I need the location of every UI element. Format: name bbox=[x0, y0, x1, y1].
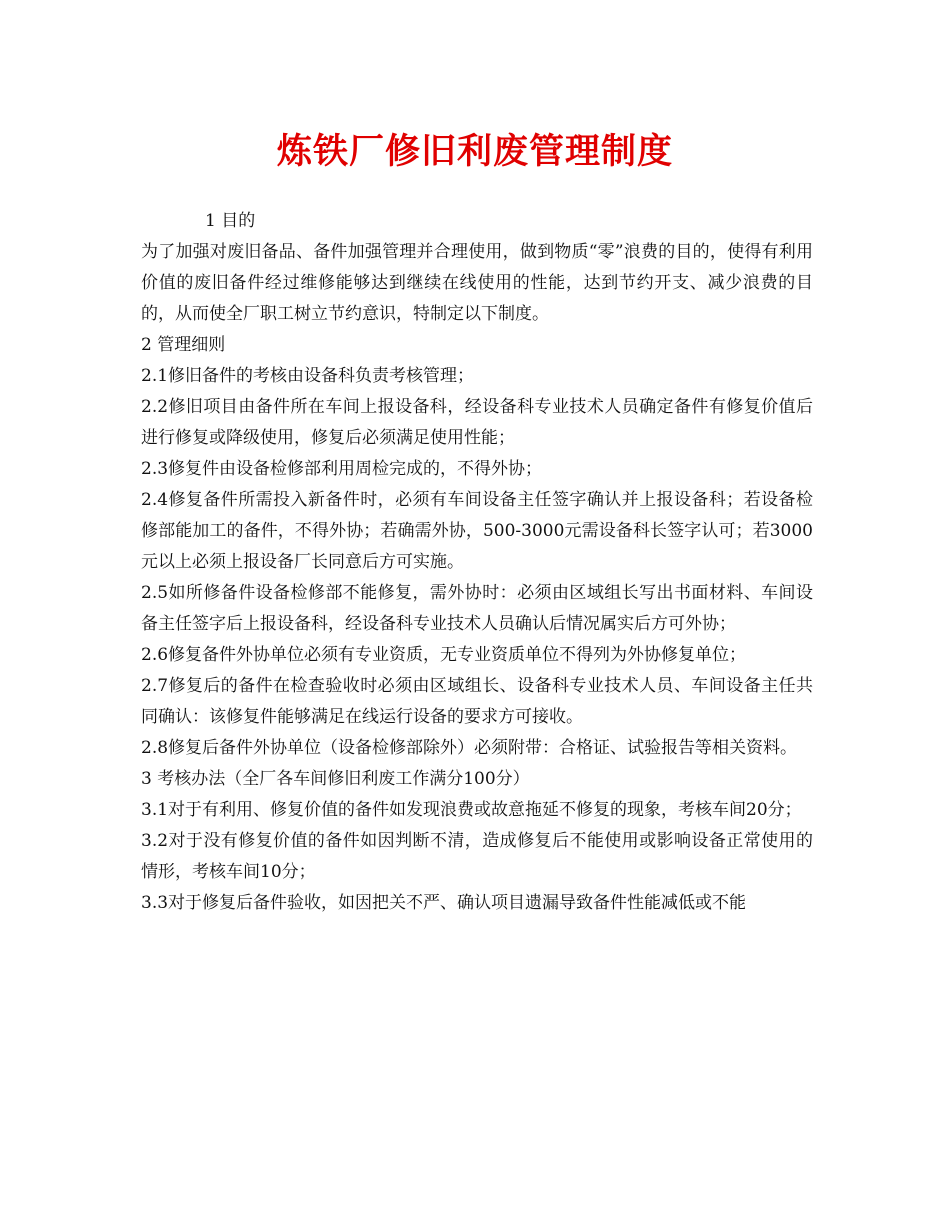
section-heading-purpose: 1 目的 bbox=[205, 211, 256, 231]
paragraph-purpose: 为了加强对废旧备品、备件加强管理并合理使用，做到物质“零”浪费的目的，使得有利用价值的废旧备件经过维修能够达到继续在线使用的性能，达到节约开支、减少浪费的目的，从而使全厂职工树立节约意识，特制定以下制度。 bbox=[141, 242, 813, 324]
paragraph-rule-2-6: 2.6修复备件外协单位必须有专业资质，无专业资质单位不得列为外协修复单位； bbox=[141, 645, 747, 665]
paragraph-rule-2-5: 2.5如所修备件设备检修部不能修复，需外协时：必须由区域组长写出书面材料、车间设备主任签字后上报设备科，经设备科专业技术人员确认后情况属实后方可外协； bbox=[141, 583, 813, 634]
paragraph-rule-2-1: 2.1修旧备件的考核由设备科负责考核管理； bbox=[141, 366, 475, 386]
section-heading-rules: 2 管理细则 bbox=[141, 335, 226, 355]
document-title: 炼铁厂修旧利废管理制度 bbox=[276, 131, 673, 172]
section-heading-assessment: 3 考核办法（全厂各车间修旧利废工作满分100分） bbox=[141, 769, 530, 789]
paragraph-rule-2-2: 2.2修旧项目由备件所在车间上报设备科，经设备科专业技术人员确定备件有修复价值后进行修复或降级使用，修复后必须满足使用性能； bbox=[141, 397, 813, 448]
document-body bbox=[141, 206, 813, 919]
paragraph-rule-2-4: 2.4修复备件所需投入新备件时，必须有车间设备主任签字确认并上报设备科；若设备检修部能加工的备件，不得外协；若确需外协，500-3000元需设备科长签字认可；若3000元以上必须上报设备厂长同意后方可实施。 bbox=[141, 490, 813, 572]
paragraph-assessment-3-3: 3.3对于修复后备件验收，如因把关不严、确认项目遗漏导致备件性能减低或不能 bbox=[141, 893, 747, 913]
paragraph-assessment-3-1: 3.1对于有利用、修复价值的备件如发现浪费或故意拖延不修复的现象，考核车间20分； bbox=[141, 800, 802, 820]
paragraph-rule-2-7: 2.7修复后的备件在检查验收时必须由区域组长、设备科专业技术人员、车间设备主任共同确认：该修复件能够满足在线运行设备的要求方可接收。 bbox=[141, 676, 813, 727]
paragraph-assessment-3-2: 3.2对于没有修复价值的备件如因判断不清，造成修复后不能使用或影响设备正常使用的情形，考核车间10分； bbox=[141, 831, 813, 882]
paragraph-rule-2-3: 2.3修复件由设备检修部利用周检完成的，不得外协； bbox=[141, 459, 543, 479]
paragraph-rule-2-8: 2.8修复后备件外协单位（设备检修部除外）必须附带：合格证、试验报告等相关资料。 bbox=[141, 738, 798, 758]
